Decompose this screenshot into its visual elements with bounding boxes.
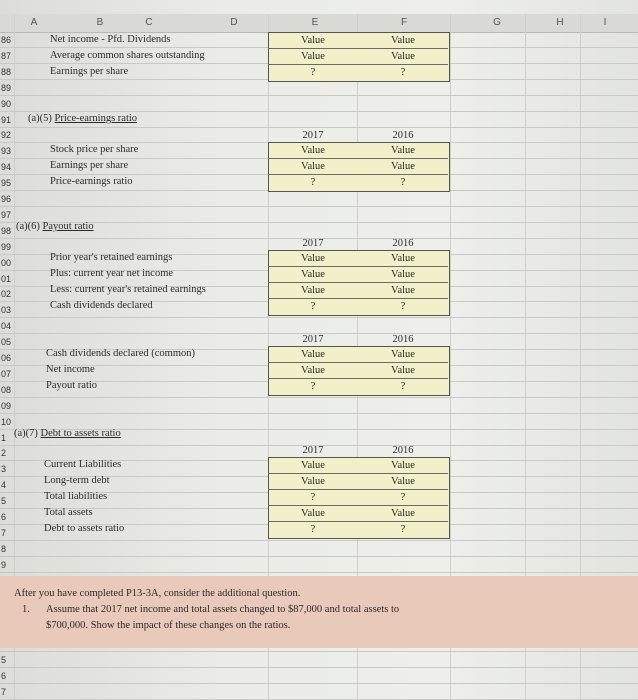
- row-number[interactable]: 6: [1, 671, 7, 681]
- pe-row-label[interactable]: Price-earnings ratio: [50, 176, 133, 187]
- row-number[interactable]: 97: [1, 209, 12, 220]
- eps-cell[interactable]: Value: [391, 35, 415, 46]
- ratio-year-2016: 2016: [392, 334, 414, 345]
- payout-year-2016: 2016: [392, 238, 414, 249]
- debt-year-2017: 2017: [302, 445, 324, 456]
- pe-cell[interactable]: Value: [391, 145, 415, 156]
- col-header-i[interactable]: I: [603, 17, 607, 28]
- col-header-e[interactable]: E: [311, 17, 319, 28]
- payout-cell[interactable]: ?: [268, 378, 358, 394]
- eps-cell[interactable]: Value: [301, 35, 325, 46]
- grid-line: [0, 317, 638, 318]
- pe-row-label[interactable]: Stock price per share: [50, 144, 139, 155]
- row-number[interactable]: 2: [1, 448, 7, 459]
- row-number[interactable]: 95: [1, 178, 12, 189]
- row-number[interactable]: 04: [1, 321, 12, 332]
- retained-cell[interactable]: Value: [358, 282, 448, 298]
- row-number[interactable]: 93: [1, 146, 12, 157]
- row-number[interactable]: 07: [1, 368, 12, 379]
- row-number[interactable]: 5: [1, 655, 7, 666]
- retained-cell[interactable]: ?: [268, 298, 358, 314]
- grid-line: [0, 556, 638, 557]
- row-number[interactable]: 1: [1, 432, 7, 443]
- retained-row-label[interactable]: Plus: current year net income: [50, 268, 174, 279]
- grid-line: [0, 206, 638, 207]
- row-number[interactable]: 03: [1, 305, 12, 316]
- pe-cell[interactable]: Value: [268, 158, 358, 174]
- payout-section-title[interactable]: (a)(6) Payout ratio: [16, 221, 94, 232]
- row-number[interactable]: 96: [1, 194, 12, 204]
- grid-line: [0, 683, 638, 684]
- row-number[interactable]: 91: [1, 114, 12, 125]
- row-number[interactable]: 5: [1, 496, 7, 507]
- row-number[interactable]: 01: [1, 273, 12, 284]
- pe-cell[interactable]: Value: [301, 145, 325, 156]
- ratio-year-2017: 2017: [302, 334, 324, 345]
- pe-cell[interactable]: ?: [268, 174, 358, 190]
- debt-row-label[interactable]: Total assets: [44, 507, 93, 518]
- row-number[interactable]: 99: [1, 241, 12, 252]
- row-number[interactable]: 98: [1, 225, 12, 236]
- row-number[interactable]: 06: [1, 353, 12, 363]
- note-line-2[interactable]: Assume that 2017 net income and total assets changed to $87,000 and total assets to: [46, 604, 400, 615]
- col-header-h[interactable]: H: [556, 17, 564, 28]
- grid-line: [0, 95, 638, 96]
- col-header-d[interactable]: D: [230, 17, 238, 28]
- row-number[interactable]: 8: [1, 543, 7, 554]
- retained-row-label[interactable]: Prior year's retained earnings: [50, 252, 173, 263]
- grid-line: [0, 413, 638, 414]
- debt-cell[interactable]: ?: [268, 521, 358, 537]
- row-number[interactable]: 7: [1, 686, 7, 697]
- eps-row-label[interactable]: Net income - Pfd. Dividends: [50, 34, 171, 45]
- retained-cell[interactable]: ?: [358, 298, 448, 314]
- payout-row-label[interactable]: Payout ratio: [46, 380, 98, 391]
- grid-line: [0, 572, 638, 573]
- row-number[interactable]: 89: [1, 82, 12, 93]
- eps-row-label[interactable]: Average common shares outstanding: [50, 50, 205, 61]
- debt-cell[interactable]: ?: [268, 489, 358, 505]
- row-number[interactable]: 09: [1, 400, 12, 411]
- payout-cell[interactable]: Value: [268, 362, 358, 378]
- grid-line: [0, 222, 638, 223]
- row-number[interactable]: 92: [1, 130, 12, 141]
- col-header-g[interactable]: G: [493, 17, 501, 28]
- grid-line: [0, 667, 638, 668]
- row-number[interactable]: 02: [1, 289, 12, 300]
- debt-cell[interactable]: ?: [358, 521, 448, 537]
- grid-line: [0, 651, 638, 652]
- eps-cell[interactable]: ?: [358, 64, 448, 80]
- retained-cell[interactable]: Value: [268, 282, 358, 298]
- retained-cell[interactable]: Value: [268, 266, 358, 282]
- grid-line: [0, 540, 638, 541]
- retained-cell[interactable]: Value: [358, 266, 448, 282]
- row-number[interactable]: 3: [1, 464, 7, 475]
- payout-cell[interactable]: Value: [301, 349, 325, 360]
- eps-cell[interactable]: ?: [268, 64, 358, 80]
- note-item-number[interactable]: 1.: [22, 604, 30, 615]
- row-number[interactable]: 9: [1, 559, 7, 570]
- pe-year-2016: 2016: [392, 130, 414, 141]
- col-header-f[interactable]: F: [400, 17, 408, 28]
- pe-row-label[interactable]: Earnings per share: [50, 160, 129, 171]
- row-number[interactable]: 08: [1, 384, 12, 395]
- debt-row-label[interactable]: Current Liabilities: [44, 459, 122, 470]
- debt-cell[interactable]: Value: [391, 460, 415, 471]
- debt-row-label[interactable]: Debt to assets ratio: [44, 523, 125, 534]
- eps-cell[interactable]: Value: [358, 48, 448, 64]
- retained-row-label[interactable]: Cash dividends declared: [50, 300, 153, 311]
- row-number[interactable]: 6: [1, 512, 7, 522]
- retained-cell[interactable]: Value: [391, 253, 415, 264]
- row-number[interactable]: 88: [1, 66, 12, 77]
- eps-row-label[interactable]: Earnings per share: [50, 66, 129, 77]
- grid-line: [0, 397, 638, 398]
- debt-cell[interactable]: Value: [358, 505, 448, 521]
- payout-cell[interactable]: ?: [358, 378, 448, 394]
- row-number[interactable]: 86: [1, 35, 12, 45]
- row-number[interactable]: 10: [1, 416, 12, 427]
- row-number[interactable]: 05: [1, 337, 12, 348]
- row-number[interactable]: 4: [1, 480, 7, 491]
- row-number[interactable]: 87: [1, 50, 12, 61]
- col-header-c[interactable]: C: [145, 17, 153, 28]
- col-header-a[interactable]: A: [30, 17, 38, 28]
- pe-cell[interactable]: ?: [358, 174, 448, 190]
- payout-row-label[interactable]: Net income: [46, 364, 95, 375]
- debt-cell[interactable]: Value: [358, 473, 448, 489]
- row-number[interactable]: 00: [1, 257, 12, 268]
- debt-year-2016: 2016: [392, 445, 414, 456]
- col-header-b[interactable]: B: [96, 17, 104, 28]
- debt-cell[interactable]: Value: [301, 460, 325, 471]
- debt-row-label[interactable]: Long-term debt: [44, 475, 110, 486]
- retained-row-label[interactable]: Less: current year's retained earnings: [50, 284, 206, 295]
- note-line-1[interactable]: After you have completed P13-3A, consider the additional question.: [14, 588, 301, 599]
- debt-cell[interactable]: ?: [358, 489, 448, 505]
- pe-cell[interactable]: Value: [358, 158, 448, 174]
- debt-section-title[interactable]: (a)(7) Debt to assets ratio: [14, 428, 121, 439]
- payout-year-2017: 2017: [302, 238, 324, 249]
- pe-year-2017: 2017: [302, 130, 324, 141]
- debt-row-label[interactable]: Total liabilities: [44, 491, 108, 502]
- payout-row-label[interactable]: Cash dividends declared (common): [46, 348, 195, 359]
- debt-cell[interactable]: Value: [268, 505, 358, 521]
- note-line-3[interactable]: $700,000. Show the impact of these changes on the ratios.: [46, 620, 291, 631]
- payout-cell[interactable]: Value: [391, 349, 415, 360]
- retained-cell[interactable]: Value: [301, 253, 325, 264]
- pe-section-title[interactable]: (a)(5) Price-earnings ratio: [28, 113, 138, 124]
- eps-cell[interactable]: Value: [268, 48, 358, 64]
- payout-cell[interactable]: Value: [358, 362, 448, 378]
- row-number[interactable]: 7: [1, 527, 7, 538]
- row-number[interactable]: 90: [1, 98, 12, 109]
- row-number[interactable]: 94: [1, 162, 12, 173]
- debt-cell[interactable]: Value: [268, 473, 358, 489]
